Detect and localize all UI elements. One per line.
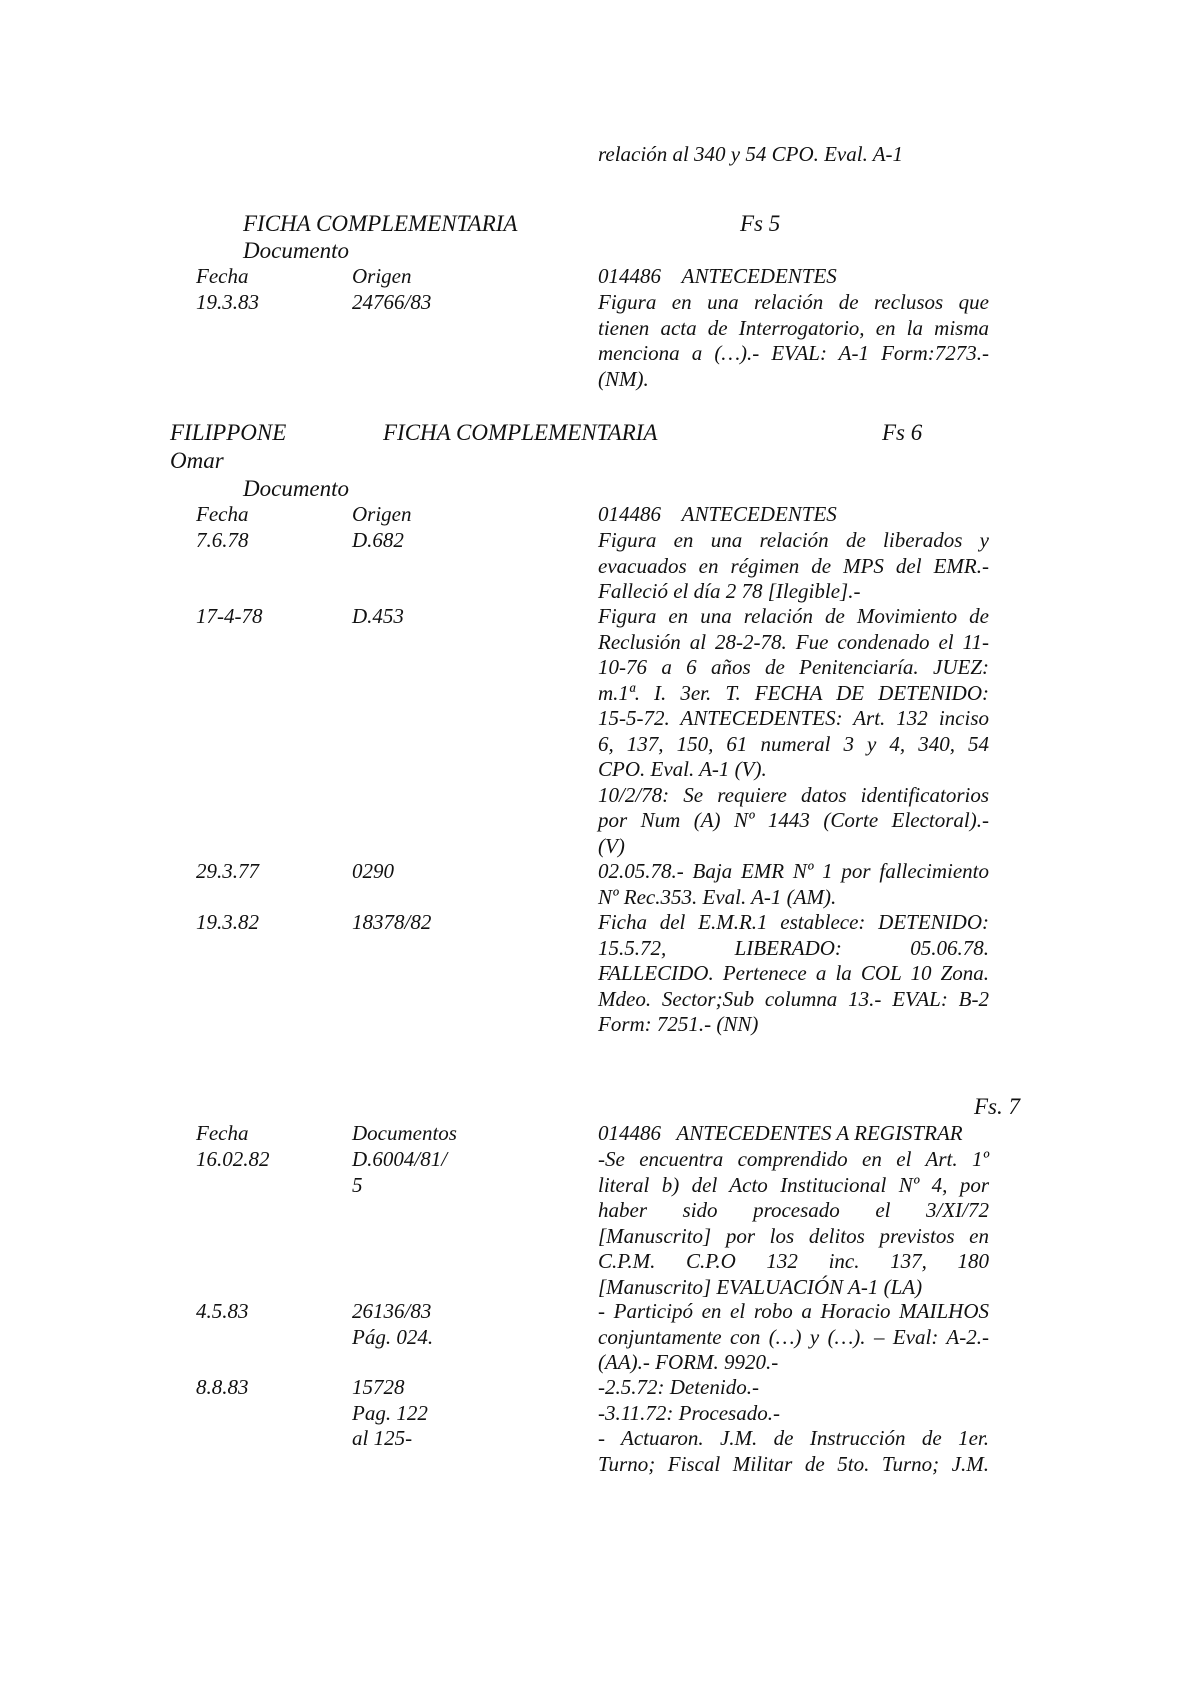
row-origen: D.453 — [352, 604, 404, 628]
text-line: Form: 7251.- (NN) — [598, 1012, 759, 1036]
text-line: CPO. Eval. A-1 (V). — [598, 757, 767, 781]
col-fecha-header: Fecha — [196, 502, 249, 526]
row-fecha: 4.5.83 — [196, 1299, 249, 1323]
text-line: -2.5.72: Detenido.- — [598, 1375, 759, 1399]
text-line: (AA).- FORM. 9920.- — [598, 1350, 779, 1374]
row-antecedentes — [598, 290, 989, 392]
text-line: - Actuaron. J.M. de Instrucción de 1er. — [598, 1426, 989, 1450]
row-fecha: 8.8.83 — [196, 1375, 249, 1399]
col-fecha-header: Fecha — [196, 264, 249, 288]
text-line: tienen acta de Interrogatorio, en la misma — [598, 315, 989, 340]
row-antecedentes — [598, 1375, 989, 1477]
text-line: conjuntamente con (…) y (…). – Eval: A-2.- — [598, 1324, 989, 1349]
fs5-folio: Fs 5 — [740, 211, 781, 236]
fs6-documento-label: Documento — [243, 476, 350, 501]
row-antecedentes — [598, 604, 989, 859]
fs7-folio: Fs. 7 — [974, 1094, 1020, 1119]
person-name: Omar — [170, 448, 224, 473]
text-line: Turno; Fiscal Militar de 5to. Turno; J.M. — [598, 1451, 989, 1476]
col-antecedentes-header: 014486 ANTECEDENTES A REGISTRAR — [598, 1121, 963, 1145]
text-line: Ficha del E.M.R.1 establece: DETENIDO: — [598, 910, 989, 934]
text-line: - Participó en el robo a Horacio MAILHOS — [598, 1299, 989, 1323]
text-line: Figura en una relación de liberados y — [598, 528, 989, 552]
text-line: FALLECIDO. Pertenece a la COL 10 Zona. — [598, 961, 989, 985]
col-documentos-header: Documentos — [352, 1121, 457, 1145]
text-line: menciona a (…).- EVAL: A-1 Form:7273.- — [598, 341, 989, 365]
text-line: C.P.M. C.P.O 132 inc. 137, 180 — [598, 1249, 989, 1273]
text-line: literal b) del Acto Institucional Nº 4, por — [598, 1172, 989, 1197]
row-documento: 26136/83 Pág. 024. — [352, 1299, 434, 1349]
text-line: 15-5-72. ANTECEDENTES: Art. 132 inciso — [598, 706, 989, 730]
text-line: Figura en una relación de reclusos que — [598, 290, 989, 314]
text-line: 10/2/78: Se requiere datos identificatorios — [598, 782, 989, 807]
col-fecha-header: Fecha — [196, 1121, 249, 1145]
text-line: 02.05.78.- Baja EMR Nº 1 por fallecimiento — [598, 859, 989, 883]
text-line: Mdeo. Sector;Sub columna 13.- EVAL: B-2 — [598, 986, 989, 1011]
row-antecedentes — [598, 1147, 989, 1300]
text-line: 10-76 a 6 años de Penitenciaría. JUEZ: — [598, 655, 989, 679]
person-surname: FILIPPONE — [170, 420, 287, 445]
row-documento: 15728 Pag. 122 al 125- — [352, 1375, 428, 1450]
col-origen-header: Origen — [352, 502, 412, 526]
row-origen: D.682 — [352, 528, 404, 552]
row-fecha: 16.02.82 — [196, 1147, 270, 1171]
text-line: m.1ª. I. 3er. T. FECHA DE DETENIDO: — [598, 680, 989, 705]
fs5-documento-label: Documento — [243, 238, 350, 263]
row-fecha: 7.6.78 — [196, 528, 249, 552]
row-fecha: 19.3.83 — [196, 290, 259, 314]
fs6-title: FICHA COMPLEMENTARIA — [383, 420, 658, 445]
fs6-folio: Fs 6 — [882, 420, 923, 445]
col-antecedentes-header: 014486 ANTECEDENTES — [598, 502, 837, 526]
continuation-line: relación al 340 y 54 CPO. Eval. A-1 — [598, 142, 904, 166]
row-antecedentes — [598, 910, 989, 1038]
text-line: Reclusión al 28-2-78. Fue condenado el 11- — [598, 629, 989, 654]
text-line: haber sido procesado el 3/XI/72 — [598, 1198, 989, 1222]
row-antecedentes — [598, 859, 989, 910]
row-origen: 18378/82 — [352, 910, 432, 934]
row-origen: 0290 — [352, 859, 394, 883]
text-line: Falleció el día 2 78 [Ilegible].- — [598, 579, 861, 603]
text-line: (NM). — [598, 366, 649, 391]
fs5-title: FICHA COMPLEMENTARIA — [243, 211, 518, 236]
text-line: -3.11.72: Procesado.- — [598, 1400, 780, 1425]
col-antecedentes-header: 014486 ANTECEDENTES — [598, 264, 837, 288]
text-line: evacuados en régimen de MPS del EMR.- — [598, 553, 989, 578]
row-origen: 24766/83 — [352, 290, 432, 314]
text-line: -Se encuentra comprendido en el Art. 1º — [598, 1147, 989, 1171]
row-fecha: 17-4-78 — [196, 604, 263, 628]
row-fecha: 29.3.77 — [196, 859, 259, 883]
text-line: Nº Rec.353. Eval. A-1 (AM). — [598, 884, 837, 909]
text-line: por Num (A) Nº 1443 (Corte Electoral).- — [598, 808, 989, 832]
row-fecha: 19.3.82 — [196, 910, 259, 934]
text-line: 15.5.72, LIBERADO: 05.06.78. — [598, 935, 989, 960]
text-line: [Manuscrito] EVALUACIÓN A-1 (LA) — [598, 1274, 923, 1299]
text-line: 6, 137, 150, 61 numeral 3 y 4, 340, 54 — [598, 731, 989, 756]
row-antecedentes — [598, 1299, 989, 1376]
col-origen-header: Origen — [352, 264, 412, 288]
text-line: Figura en una relación de Movimiento de — [598, 604, 989, 628]
text-line: (V) — [598, 833, 625, 858]
text-line: [Manuscrito] por los delitos previstos en — [598, 1223, 989, 1248]
row-documento: D.6004/81/ 5 — [352, 1147, 448, 1197]
row-antecedentes — [598, 528, 989, 605]
